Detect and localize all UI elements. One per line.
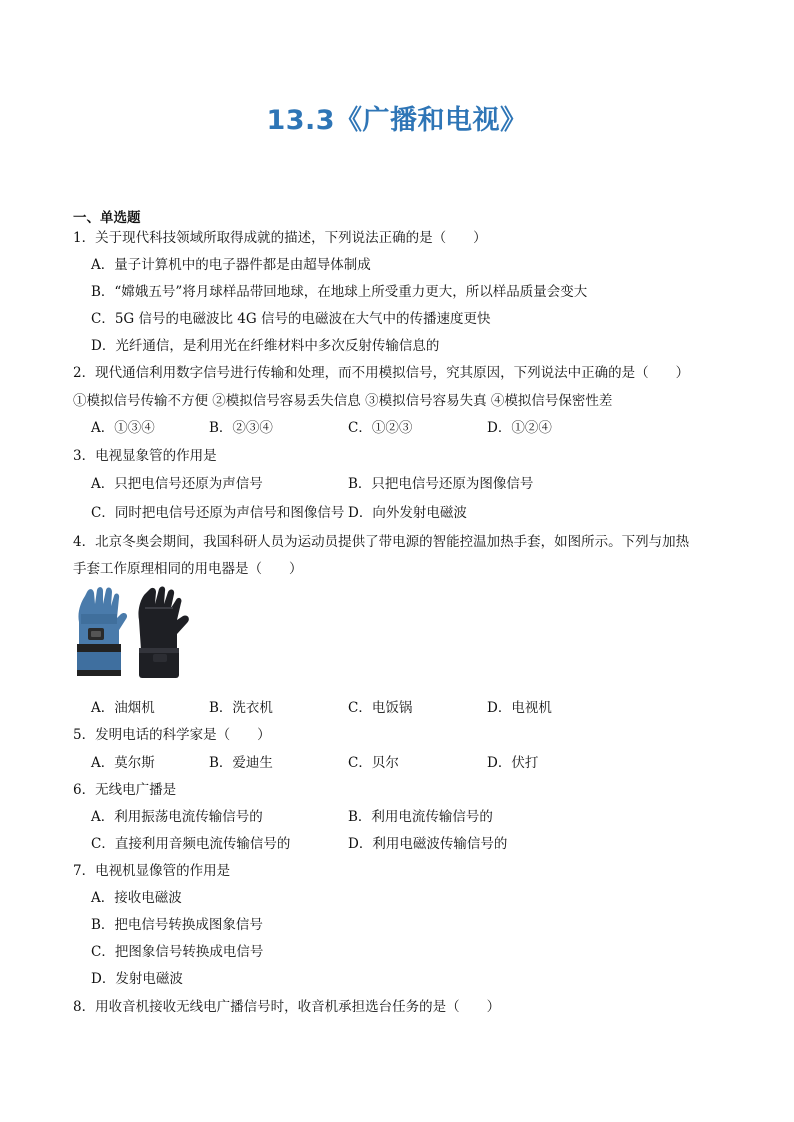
question-2-stem: 2．现代通信利用数字信号进行传输和处理，而不用模拟信号，究其原因，下列说法中正确的是（ ） bbox=[73, 365, 690, 381]
question-6-stem: 6．无线电广播是 bbox=[73, 782, 177, 798]
q2-option-c: C．①②③ bbox=[348, 420, 413, 436]
q3-option-b: B．只把电信号还原为图像信号 bbox=[348, 476, 534, 492]
q2-option-d: D．①②④ bbox=[487, 420, 552, 436]
gloves-illustration bbox=[73, 584, 198, 684]
q3-option-a: A．只把电信号还原为声信号 bbox=[91, 476, 263, 492]
question-2-statements: ①模拟信号传输不方便 ②模拟信号容易丢失信息 ③模拟信号容易失真 ④模拟信号保密性差 bbox=[73, 393, 613, 409]
section-heading: 一、单选题 bbox=[73, 210, 141, 226]
q4-option-a: A．油烟机 bbox=[91, 700, 155, 716]
question-4-stem: 4．北京冬奥会期间，我国科研人员为运动员提供了带电源的智能控温加热手套，如图所示。下列与加热 bbox=[73, 534, 690, 550]
q5-option-b: B．爱迪生 bbox=[209, 755, 273, 771]
q6-option-a: A．利用振荡电流传输信号的 bbox=[91, 809, 263, 825]
blue-glove bbox=[77, 587, 127, 676]
q4-option-c: C．电饭锅 bbox=[348, 700, 413, 716]
question-3-stem: 3．电视显象管的作用是 bbox=[73, 448, 217, 464]
q4-option-d: D．电视机 bbox=[487, 700, 552, 716]
q4-option-b: B．洗衣机 bbox=[209, 700, 273, 716]
q1-option-d: D．光纤通信，是利用光在纤维材料中多次反射传输信息的 bbox=[91, 338, 440, 354]
q7-option-c: C．把图象信号转换成电信号 bbox=[91, 944, 264, 960]
q6-option-d: D．利用电磁波传输信号的 bbox=[348, 836, 508, 852]
heated-gloves-image bbox=[73, 584, 198, 684]
q1-option-b: B．“嫦娥五号”将月球样品带回地球，在地球上所受重力更大，所以样品质量会变大 bbox=[91, 284, 588, 300]
question-7-stem: 7．电视机显像管的作用是 bbox=[73, 863, 231, 879]
question-8-stem: 8．用收音机接收无线电广播信号时，收音机承担选台任务的是（ ） bbox=[73, 999, 501, 1015]
q6-option-c: C．直接利用音频电流传输信号的 bbox=[91, 836, 291, 852]
black-glove bbox=[138, 587, 188, 678]
q1-option-c: C．5G 信号的电磁波比 4G 信号的电磁波在大气中的传播速度更快 bbox=[91, 311, 491, 327]
q7-option-b: B．把电信号转换成图象信号 bbox=[91, 917, 263, 933]
q7-option-a: A．接收电磁波 bbox=[91, 890, 182, 906]
q5-option-d: D．伏打 bbox=[487, 755, 539, 771]
q3-option-c: C．同时把电信号还原为声信号和图像信号 bbox=[91, 505, 345, 521]
q5-option-a: A．莫尔斯 bbox=[91, 755, 155, 771]
page-title: 13.3《广播和电视》 bbox=[266, 105, 528, 136]
q2-option-b: B．②③④ bbox=[209, 420, 273, 436]
question-4-stem-continued: 手套工作原理相同的用电器是（ ） bbox=[73, 561, 303, 577]
q6-option-b: B．利用电流传输信号的 bbox=[348, 809, 493, 825]
q1-option-a: A．量子计算机中的电子器件都是由超导体制成 bbox=[91, 257, 371, 273]
q5-option-c: C．贝尔 bbox=[348, 755, 399, 771]
question-1-stem: 1．关于现代科技领域所取得成就的描述，下列说法正确的是（ ） bbox=[73, 230, 487, 246]
q2-option-a: A．①③④ bbox=[91, 420, 155, 436]
q3-option-d: D．向外发射电磁波 bbox=[348, 505, 467, 521]
q7-option-d: D．发射电磁波 bbox=[91, 971, 183, 987]
question-5-stem: 5．发明电话的科学家是（ ） bbox=[73, 727, 271, 743]
